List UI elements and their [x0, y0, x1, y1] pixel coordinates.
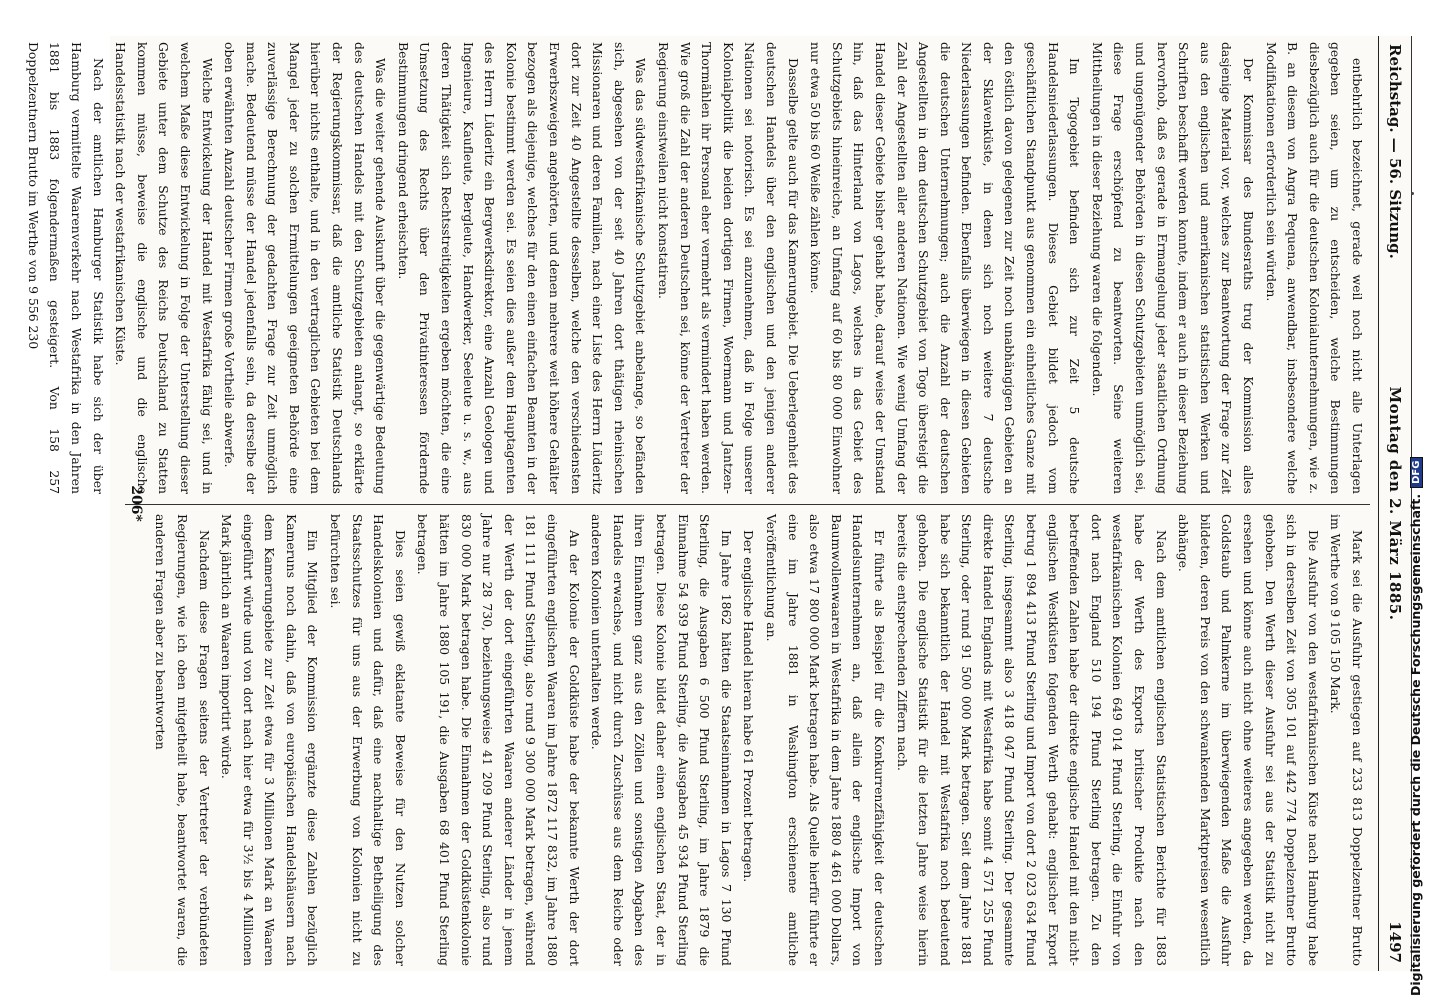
dfg-logo-badge: DFG: [1410, 457, 1423, 488]
paragraph: Die Ausfuhr von den westafrikanischen Küste nach Hamburg habe sich in derselben Zeit von 305 101 auf 442 774 Doppelzentner Brutto gehoben. Den Werth dieser Ausfuhr sei aus der Statistik nicht zu ersehen und könne auch nicht ohne weiteres angegeben werden, da Goldstaub und Palmkerne im überwiegenden Maße die Ausfuhr bildeten, deren Preis von den schwankenden Marktpreisen wesentlich abhänge.: [1176, 514, 1321, 966]
paragraph: Der Kommissar des Bundesraths trug der Kommission alles dasjenige Material vor, welches zur Beantwortung der Frage zur Zeit aus den englischen und amerikanischen statistischen Werken und Schriften beschafft werden konnte, indem er auch in dieser Beziehung hervorhob, daß es gerade in Ermangelung jeder staatlichen Ordnung und ungenügender Behörden in diesen Schutzgebieten unmöglich sei, diese Frage erschöpfend zu beantworten. Seine weiteren Mittheilungen in dieser Beziehung waren die folgenden.: [1089, 42, 1257, 494]
page-number: 1497: [1386, 921, 1404, 963]
paragraph: Nach dem amtlichen englischen Statistischen Berichte für 1883 habe der Werth des Exports britischer Produkte nach den westafrikanischen Kolonien 649 014 Pfund Sterling, die Einfuhr von dort nach England 510 194 Pfund Sterling betragen. Zu den betreffenden Zahlen habe der direkte englische Handel mit den nicht-englischen Westküsten folgenden Werth gehabt: englischer Export betrug 1 894 413 Pfund Sterling und Import von dort 2 023 634 Pfund Sterling, insgesammt also 3 418 047 Pfund Sterling. Der gesammte direkte Handel Englands mit Westafrika habe somit 4 571 255 Pfund Sterling, oder rund 91 500 000 Mark betragen. Seit dem Jahre 1881 habe sich bekanntlich der Handel mit Westafrika noch bedeutend gehoben. Die englische Statistik für die letzten Jahre weise hierin bereits die entsprechenden Ziffern nach.: [894, 514, 1169, 966]
credit-text: Digitalisierung gefördert durch die Deutsche Forschungsgemeinschaft.: [1408, 493, 1423, 996]
page-header: [1378, 36, 1412, 971]
paragraph: Dasselbe gelte auch für das Kamerungebiet. Die Ueberlegenheit des deutschen Handels über den englischen und den jenigen anderer Nationen sei notorisch. Es sei anzunehmen, daß in Folge unserer Kolonialpolitik die beiden dortigen Firmen, Woermann und Jantzen-Thormählen ihr Personal eher vermehrt als vermindert haben werden. Wie groß die Zahl der anderen Deutschen sei, könne der Vertreter der Regierung einstweilen nicht konstatiren.: [656, 42, 801, 494]
left-column: [25, 42, 1368, 494]
paragraph: Ein Mitglied der Kommission ergänzte diese Zahlen bezüglich Kameruns noch dahin, daß von europäischen Handelshäusern nach dem Kamerungebiete zur Zeit etwa für 3 Millionen Mark an Waaren eingeführt würde und von dort nach hier etwa für 3½ bis 4 Millionen Mark jährlich an Waaren importirt würde.: [219, 514, 321, 966]
column-divider: [125, 504, 1370, 505]
header-rule-bottom: [1378, 36, 1379, 971]
paragraph: Dies seien gewiß eklatante Beweise für den Nutzen solcher Handelskolonien und dafür, daß eine nachhaltige Betheiligung des Staatsschutzes für uns aus der Erwerbung von Kolonien nicht zu befürchten sei.: [328, 514, 408, 966]
paragraph: entbehrlich bezeichnet, gerade weil noch nicht alle Unterlagen gegeben seien, um zu entscheiden, welche Bestimmungen diesbezüglich auch für die deutschen Kolonialunternehmungen, wie z. B. an diesem von Angra Pequena, anwendbar, insbesondere welche Modifikationen erforderlich sein würden.: [1263, 42, 1365, 494]
paragraph: Mark sei die Ausfuhr gestiegen auf 233 813 Doppelzentner Brutto im Werthe von 9 105 150 Mark.: [1328, 514, 1365, 966]
scan-dot: [1411, 192, 1414, 195]
session-title: Reichstag. — 56. Sitzung.: [1386, 44, 1404, 259]
paragraph: Der englische Handel hieran habe 61 Prozent betragen.: [741, 530, 757, 883]
sheet-signature: 206*: [128, 485, 144, 522]
paragraph: Welche Entwickelung der Handel mit Westafrika fähig sei, und in welchem Maße diese Entwickelung in Folge der Unterstellung dieser Gebiete unter dem Schutze des Reichs Deutschland zu Statten kommen müsse, beweise die englische und die englische Handelsstatistik nach der westafrikanischen Küste.: [113, 42, 215, 494]
paragraph: Was das südwestafrikanische Schutzgebiet anbelange, so befänden sich, abgesehen von der seit 40 Jahren dort thätigen rheinischen Missionaren und deren Familien, nach einer Liste des Herrn Lüderitz dort zur Zeit 40 Angestellte desselben, welche den verschiedensten Erwerbszweigen angehörten, und denen mehrere weit höhere Gehälter bezogen als diejenige, welches für den einen einfachen Beamten in der Kolonie bestimmt werden sei. Es seien dies außer dem Hauptagenten des Herrn Lüderitz ein Bergwerksdirektor, eine Anzahl Geologen und Ingenieure, Kaufleute, Bergleute, Handwerker, Seeleute u. s. w., aus deren Thätigkeit sich Rechtsstreitigkeiten ergeben möchten, die eine Umsetzung des Rechts über den Privatinteressen fördernde Bestimmungen dringend erheischten.: [395, 42, 649, 494]
paragraph: An der Kolonie der Goldküste habe der bekannte Werth der dort eingeführten englischen Waaren im Jahre 1872 117 832, im Jahre 1880 181 111 Pfund Sterling, also rund 9 300 000 Mark betragen, während der Werth der dort eingeführten Waaren anderer Länder in jenem Jahre nur 28 730, beziehungsweise 41 209 Pfund Sterling, also rund 830 000 Mark betragen habe. Die Einnahmen der Goldküstenkolonie hätten im Jahre 1880 105 191, die Ausgaben 68 401 Pfund Sterling betragen.: [415, 514, 582, 966]
right-column: [113, 514, 1368, 966]
paragraph: Nach der amtlichen Hamburger Statistik habe sich der über Hamburg vermittelte Waarenverkehr nach Westafrika in den Jahren 1881 bis 1883 folgendermaßen gesteigert. Von 158 257 Doppelzentnern Brutto im Werthe von 9 556 230: [25, 42, 106, 494]
digitization-credit: [1408, 460, 1426, 996]
newspaper-page: [25, 36, 1412, 971]
paragraph: Er führte als Beispiel für die Konkurrenzfähigkeit der deutschen Handelsunternehmen an, daß allein der englische Import von Baumwollenwaaren in Westafrika in dem Jahre 1880 4 461 000 Dollars, also etwa 17 800 000 Mark betragen habe. Als Quelle hierfür führte er eine im Jahre 1881 in Washington erschienene amtliche Veröffentlichung an.: [763, 514, 887, 966]
paragraph: Im Togogebiet befinden sich zur Zeit 5 deutsche Handelsniederlassungen. Dieses Gebiet bildet jedoch vom geschäftlichen Standpunkt aus genommen ein einheitliches Ganze mit den östlich davon gelegenen zur Zeit noch unabhängigen Gebieten an der Sklavenküste, in denen sich noch weitere 7 deutsche Niederlassungen befinden. Ebenfalls überwiegen in diesen Gebieten die deutschen Unternehmungen; auch die Anzahl der deutschen Angestellten in dem deutschen Schutzgebiet von Togo übersteigt die Zahl der Angestellten aller anderen Nationen. Wie wenig Umfang der Handel dieser Gebiete bisher gehabt habe, darauf weise der Umstand hin, daß das Hinterland von Lagos, welches in das Gebiet des Schutzgebiets hineinreiche, an Umfang auf 60 bis 80 000 Einwohner nur etwa 50 bis 60 Weiße zählen könne.: [808, 42, 1083, 494]
session-date: Montag den 2. März 1885.: [1386, 386, 1404, 621]
paragraph: Nachdem diese Fragen seitens der Vertreter der verbündeten Regierungen, wie ich oben mitgetheilt habe, beantwortet waren, die anderen Fragen aber zu beantworten: [153, 514, 212, 966]
paragraph: Was die weiter gehende Auskunft über die gegenwärtige Bedeutung des deutschen Handels mit den Schutzgebieten anlangt, so erklärte der Regierungskommissar, daß die amtliche Statistik Deutschlands hierüber nichts enthalte, und in den vertraglichen Gebieten bei dem Mangel jeder zu solchen Ermittelungen geeigneten Behörde eine zuverlässige Berechnung der gedachten Frage zur Zeit unmöglich mache. Bedeutend müsse der Handel jedenfalls sein, da derselbe der oben erwähnten Anzahl deutscher Firmen große Vortheile abwerfe.: [222, 42, 389, 494]
paragraph: Im Jahre 1862 hätten die Staatseinnahmen in Lagos 7 130 Pfund Sterling, die Ausgaben 6 500 Pfund Sterling, im Jahre 1879 die Einnahme 54 939 Pfund Sterling, die Ausgaben 45 934 Pfund Sterling betragen. Diese Kolonie bildet daher einen englischen Staat, der in ihren Einnahmen ganz aus den Zöllen und sonstigen Abgaben des Handels erwachse, und nicht durch Zuschüsse aus dem Reiche oder anderen Kolonien unterhalten werde.: [589, 514, 734, 966]
